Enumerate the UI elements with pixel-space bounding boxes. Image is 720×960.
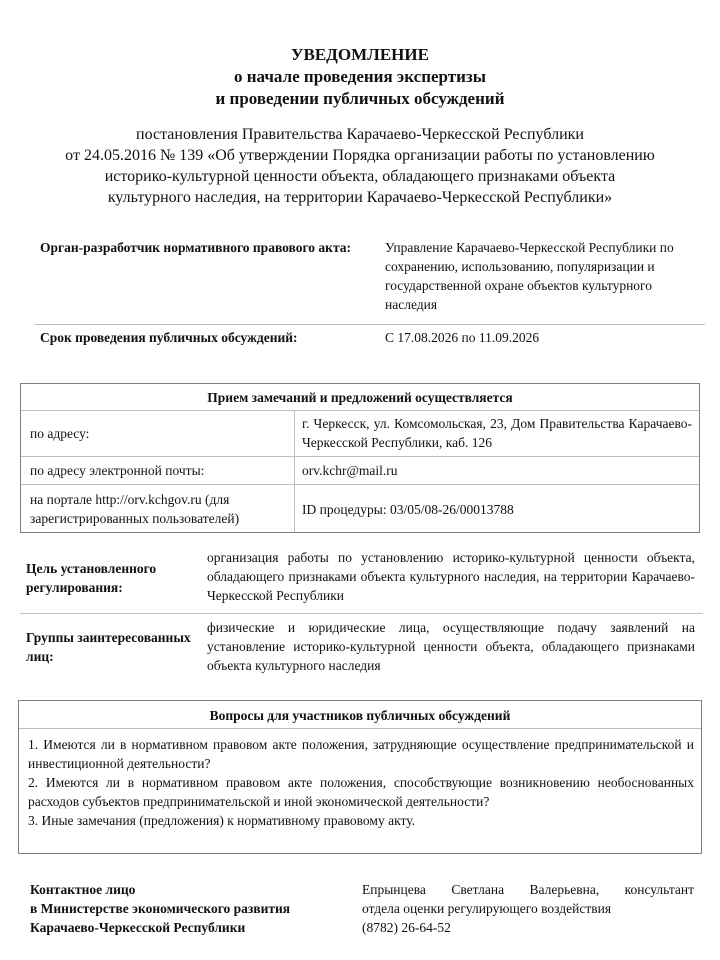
table-column-border (294, 410, 295, 532)
period-value: С 17.08.2026 по 11.09.2026 (385, 330, 540, 345)
groups-label: Группы заинтересованных лиц: (26, 630, 191, 664)
table-row-border (21, 410, 699, 411)
question-item: 1. Имеются ли в нормативном правовом акте положения, затрудняющие осуществление предпринимательской и инвестиционной деятельности? (28, 737, 694, 771)
divider (35, 324, 705, 325)
contact-label-line: Контактное лицо (30, 882, 136, 897)
contact-person: Епрынцева Светлана Валерьевна, консультант (362, 882, 694, 897)
developer-label: Орган-разработчик нормативного правового акта: (40, 240, 351, 255)
question-item: 3. Иные замечания (предложения) к нормативному правовому акту. (28, 813, 415, 828)
contact-department: отдела оценки регулирующего воздействия (362, 901, 612, 916)
subtitle-line: культурного наследия, на территории Карачаево-Черкесской Республики» (107, 189, 613, 206)
goal-value: организация работы по установлению историко-культурной ценности объекта, обладающего признаками объекта культурного наследия, на территории Карачаево-Черкесской Республики (207, 550, 695, 603)
title-line: о начале проведения экспертизы (233, 67, 487, 86)
developer-value: Управление Карачаево-Черкесской Республики по сохранению, использованию, популяризации и государственной охране объектов культурного наследия (385, 240, 674, 312)
contact-label-line: Карачаево-Черкесской Республики (30, 920, 246, 935)
goal-label: Цель установленного регулирования: (26, 561, 157, 595)
contact-label (30, 880, 360, 937)
subtitle-line: от 24.05.2016 № 139 «Об утверждении Порядка организации работы по установлению (65, 147, 655, 164)
period-label: Срок проведения публичных обсуждений: (40, 330, 298, 345)
email-value[interactable]: orv.kchr@mail.ru (302, 463, 398, 478)
email-label: по адресу электронной почты: (30, 463, 205, 478)
act-subtitle (10, 124, 710, 208)
contact-value (362, 880, 694, 937)
procedure-id-value: ID процедуры: 03/05/08-26/00013788 (302, 502, 514, 517)
contact-label-line: в Министерстве экономического развития (30, 901, 291, 916)
groups-value: физические и юридические лица, осуществляющие подачу заявлений на установление историко-культурной ценности объекта, обладающего признаками объекта культурного наследия (207, 620, 695, 673)
table-row-border (21, 484, 699, 485)
reception-header: Прием замечаний и предложений осуществляется (207, 390, 513, 405)
table-row-border (19, 728, 701, 729)
portal-label: на портале http://orv.kchgov.ru (для зарегистрированных пользователей) (30, 492, 240, 526)
address-label: по адресу: (30, 426, 90, 441)
title-line: УВЕДОМЛЕНИЕ (291, 45, 429, 64)
table-row-border (21, 456, 699, 457)
question-list (28, 735, 694, 830)
address-value: г. Черкесск, ул. Комсомольская, 23, Дом Правительства Карачаево-Черкесской Республики, каб. 126 (302, 416, 692, 450)
questions-header: Вопросы для участников публичных обсуждений (209, 708, 511, 723)
subtitle-line: постановления Правительства Карачаево-Черкесской Республики (136, 126, 584, 143)
divider (20, 613, 703, 614)
notice-title (0, 44, 720, 110)
subtitle-line: историко-культурной ценности объекта, обладающего признаками объекта (104, 168, 616, 185)
question-item: 2. Имеются ли в нормативном правовом акте положения, способствующие возникновению необоснованных расходов субъектов предпринимательской и иной экономической деятельности? (28, 775, 694, 809)
title-line: и проведении публичных обсуждений (215, 89, 505, 108)
contact-phone: (8782) 26-64-52 (362, 920, 451, 935)
